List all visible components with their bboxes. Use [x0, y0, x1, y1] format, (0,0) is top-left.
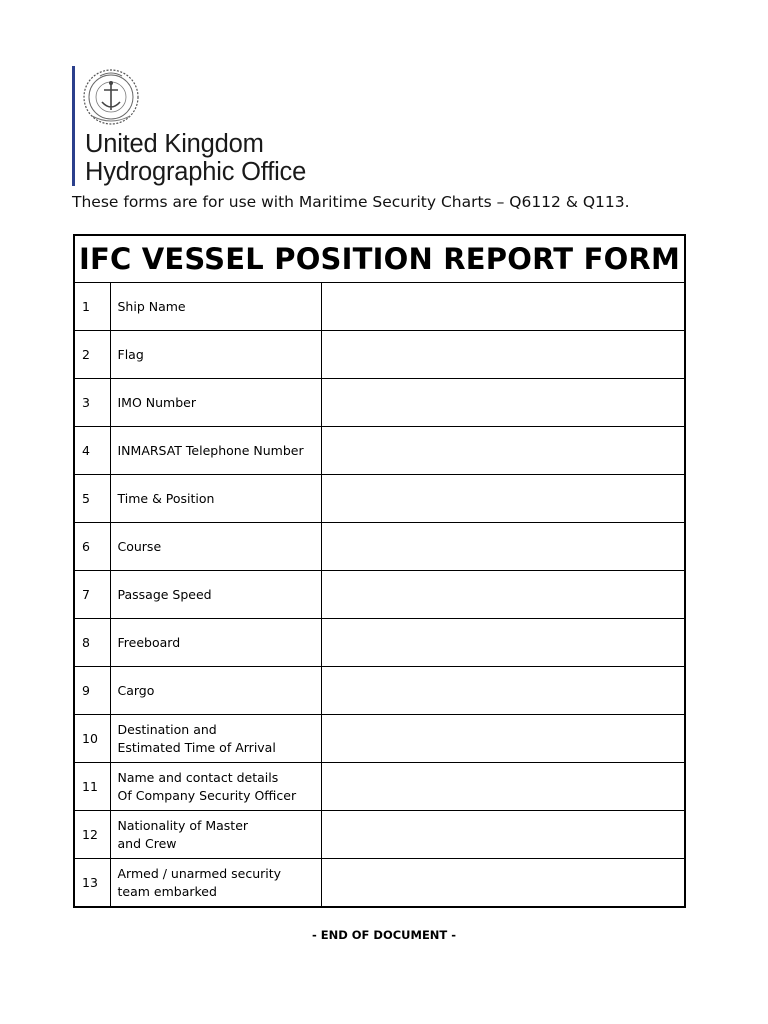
organisation-name	[85, 130, 306, 186]
field-label: Destination and Estimated Time of Arrival	[110, 715, 321, 763]
row-number: 4	[74, 427, 110, 475]
form-row	[74, 715, 685, 763]
field-value-cell[interactable]	[321, 475, 685, 523]
row-number: 10	[74, 715, 110, 763]
field-value-cell[interactable]	[321, 811, 685, 859]
field-value-cell[interactable]	[321, 331, 685, 379]
row-number: 13	[74, 859, 110, 908]
field-label: Passage Speed	[110, 571, 321, 619]
field-label: INMARSAT Telephone Number	[110, 427, 321, 475]
field-value-cell[interactable]	[321, 715, 685, 763]
row-number: 5	[74, 475, 110, 523]
row-number: 7	[74, 571, 110, 619]
field-value-cell[interactable]	[321, 667, 685, 715]
field-value-cell[interactable]	[321, 859, 685, 908]
brand-divider	[72, 66, 75, 186]
form-row	[74, 379, 685, 427]
form-title: IFC VESSEL POSITION REPORT FORM	[74, 235, 685, 283]
field-label: Course	[110, 523, 321, 571]
form-row	[74, 667, 685, 715]
org-line-1: United Kingdom	[85, 130, 264, 158]
org-line-2: Hydrographic Office	[85, 158, 307, 186]
field-label: IMO Number	[110, 379, 321, 427]
form-row	[74, 427, 685, 475]
form-row	[74, 523, 685, 571]
form-row	[74, 571, 685, 619]
field-label: Freeboard	[110, 619, 321, 667]
form-row	[74, 331, 685, 379]
row-number: 2	[74, 331, 110, 379]
form-title-row	[74, 235, 685, 283]
field-label: Flag	[110, 331, 321, 379]
field-value-cell[interactable]	[321, 619, 685, 667]
row-number: 1	[74, 283, 110, 331]
row-number: 12	[74, 811, 110, 859]
field-value-cell[interactable]	[321, 571, 685, 619]
row-number: 6	[74, 523, 110, 571]
end-of-document-note: - END OF DOCUMENT -	[311, 928, 457, 942]
field-label: Name and contact details Of Company Security Officer	[110, 763, 321, 811]
usage-note: These forms are for use with Maritime Security Charts – Q6112 & Q113.	[72, 193, 630, 211]
form-row	[74, 811, 685, 859]
field-label: Ship Name	[110, 283, 321, 331]
form-row	[74, 283, 685, 331]
row-number: 3	[74, 379, 110, 427]
row-number: 8	[74, 619, 110, 667]
form-row	[74, 619, 685, 667]
field-value-cell[interactable]	[321, 427, 685, 475]
row-number: 9	[74, 667, 110, 715]
field-label: Armed / unarmed security team embarked	[110, 859, 321, 908]
position-report-form	[73, 234, 686, 908]
form-row	[74, 475, 685, 523]
ukho-crest-icon	[82, 68, 140, 126]
header	[72, 66, 392, 188]
field-value-cell[interactable]	[321, 379, 685, 427]
field-value-cell[interactable]	[321, 523, 685, 571]
field-value-cell[interactable]	[321, 763, 685, 811]
field-label: Time & Position	[110, 475, 321, 523]
field-label: Nationality of Master and Crew	[110, 811, 321, 859]
form-row	[74, 859, 685, 908]
field-value-cell[interactable]	[321, 283, 685, 331]
field-label: Cargo	[110, 667, 321, 715]
row-number: 11	[74, 763, 110, 811]
form-row	[74, 763, 685, 811]
